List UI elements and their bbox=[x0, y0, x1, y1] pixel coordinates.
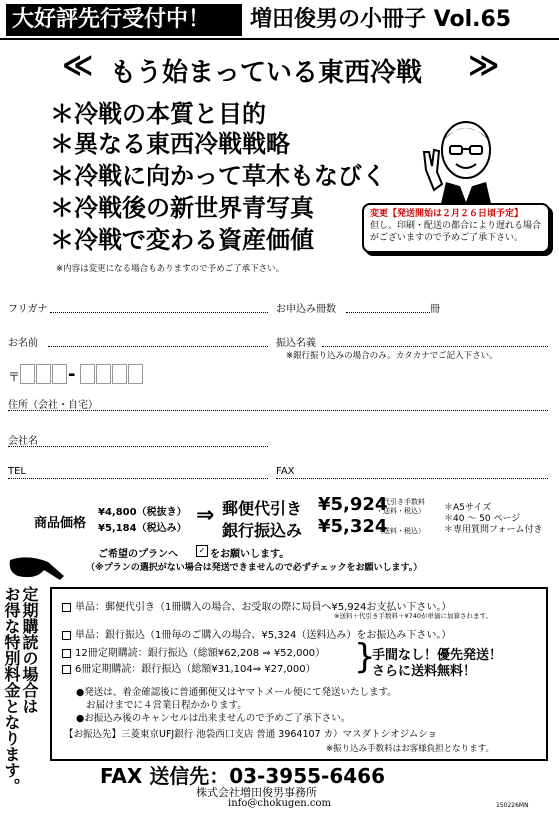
postal-box-2[interactable] bbox=[36, 364, 51, 384]
name-field[interactable] bbox=[48, 346, 268, 347]
note-1b: お届けまでに４営業日程かかります。 bbox=[86, 700, 247, 711]
note-2: ●お振込み後のキャンセルは出来ませんので予めご了承下さい。 bbox=[76, 713, 351, 724]
content-note: ※内容は変更になる場合もありますので予めご了承下さい。 bbox=[56, 264, 285, 274]
bank-label: 銀行振込み bbox=[222, 521, 303, 540]
order-count-label: お申込み冊数 bbox=[276, 304, 336, 315]
postal-box-1[interactable] bbox=[20, 364, 35, 384]
name-label: お名前 bbox=[8, 338, 38, 349]
transfer-name-label: 振込名義 bbox=[276, 338, 316, 349]
plan-bank-label: 単品：銀行振込（1冊毎のご購入の場合、¥5,324（送料込み）をお振込み下さい。） bbox=[75, 630, 452, 641]
plan-cod-checkbox[interactable] bbox=[62, 603, 71, 612]
note-1: ●発送は、着金確認後に普通郵便又はヤマトメール便にて発送いたします。 bbox=[76, 687, 397, 698]
furigana-label: フリガナ bbox=[8, 304, 48, 315]
bullet-5: ＊冷戦で変わる資産価値 bbox=[50, 226, 314, 254]
header-rule bbox=[0, 38, 559, 40]
price-label: 商品価格 bbox=[34, 516, 87, 531]
transfer-name-field[interactable] bbox=[322, 346, 548, 347]
author-caricature-icon bbox=[420, 112, 512, 208]
bullet-1: ＊冷戦の本質と目的 bbox=[50, 100, 266, 128]
company-field[interactable] bbox=[8, 446, 268, 447]
plan-prompt-2: （※プランの選択がない場合は発送できませんので必ずチェックをお願いします。） bbox=[86, 563, 423, 573]
schedule-notice bbox=[362, 203, 550, 253]
header-title: 増田俊男の小冊子 Vol.65 bbox=[250, 7, 512, 32]
order-unit: 冊 bbox=[430, 304, 440, 315]
postal-box-3[interactable] bbox=[52, 364, 67, 384]
brace-text-1: 手間なし！優先発送！ bbox=[372, 648, 503, 663]
fax-destination: FAX 送信先：03-3955-6466 bbox=[100, 764, 385, 788]
address-label: 住所（会社・自宅） bbox=[8, 400, 98, 411]
cod-label: 郵便代引き bbox=[222, 499, 303, 518]
fax-field[interactable] bbox=[276, 478, 548, 479]
plan-sub12-label: 12冊定期購読：銀行振込（総額¥62,208 ⇒ ¥52,000） bbox=[75, 648, 326, 659]
contact-email: info@chokugen.com bbox=[228, 798, 331, 809]
postal-box-6[interactable] bbox=[112, 364, 127, 384]
postal-box-5[interactable] bbox=[96, 364, 111, 384]
tel-field[interactable] bbox=[8, 478, 268, 479]
notice-title: 変更【発送開始は２月２６日頃予定】 bbox=[370, 209, 524, 219]
plan-prompt-1b: をお願いします。 bbox=[210, 549, 290, 560]
postal-dash: - bbox=[68, 364, 76, 385]
cod-note-2: ・送料・税込） bbox=[376, 507, 425, 515]
address-field[interactable] bbox=[8, 410, 548, 411]
plan-sub6-label: 6冊定期購読：銀行振込（総額¥31,104⇒ ¥27,000） bbox=[75, 664, 316, 675]
company-label: 会社名 bbox=[8, 436, 38, 447]
plan-sub6-row[interactable] bbox=[62, 660, 316, 675]
spec-1: ＊A5サイズ bbox=[444, 503, 492, 513]
side-text-2: お得な特別料金となります。 bbox=[2, 586, 21, 794]
transfer-note: ※銀行振り込みの場合のみ。カタカナでご記入下さい。 bbox=[286, 351, 498, 361]
spec-3: ＊専用質問フォーム付き bbox=[444, 525, 543, 535]
bank-price: ¥5,324 bbox=[318, 516, 388, 537]
spec-2: ＊40 ～ 50 ページ bbox=[444, 514, 521, 524]
checkbox-sample-icon: ✓ bbox=[196, 545, 208, 557]
header-badge: 大好評先行受付中！ bbox=[6, 4, 242, 36]
fax-label: FAX bbox=[276, 466, 295, 477]
fee-note: ※振り込み手数料はお客様負担となります。 bbox=[326, 744, 494, 754]
arrow-icon: ⇒ bbox=[196, 503, 215, 528]
order-count-field[interactable] bbox=[346, 312, 430, 313]
postal-mark: 〒 bbox=[8, 370, 21, 384]
bullet-4: ＊冷戦後の新世界青写真 bbox=[50, 194, 314, 222]
plan-cod-label: 単品：郵便代引き（1冊購入の場合、お受取の際に局員へ¥5,924お支払い下さい。） bbox=[75, 602, 452, 613]
tel-label: TEL bbox=[8, 466, 26, 477]
plan-cod-note: ※送料＋代引き手数料＋¥740が単価に加算されます。 bbox=[334, 612, 492, 620]
price-in-tax: ¥5,184（税込み） bbox=[98, 523, 187, 534]
bank-info: 【お振込先】三菱東京UFJ銀行 池袋西口支店 普通 3964107 カ）マスダトシオジムショ bbox=[64, 729, 438, 740]
bullet-3: ＊冷戦に向かって草木もなびく bbox=[50, 162, 386, 190]
plan-prompt-1a: ご希望のプランへ bbox=[98, 549, 178, 560]
plan-sub12-checkbox[interactable] bbox=[62, 649, 71, 658]
brace-text-2: さらに送料無料！ bbox=[372, 664, 477, 679]
postal-box-7[interactable] bbox=[128, 364, 143, 384]
left-guillemet-icon: ≪ bbox=[62, 48, 94, 83]
price-ex-tax: ¥4,800（税抜き） bbox=[98, 507, 187, 518]
plan-sub6-checkbox[interactable] bbox=[62, 665, 71, 674]
furigana-field[interactable] bbox=[50, 312, 268, 313]
notice-body: 但し、印刷・配送の都合により遅れる場合がございますので予めご了承下さい。 bbox=[370, 221, 542, 243]
document-code: 150226MN bbox=[496, 802, 529, 809]
bank-note: （送料・税込） bbox=[376, 527, 425, 535]
pointing-hand-icon bbox=[8, 550, 66, 584]
cod-note-1: （代引き手数料 bbox=[376, 498, 425, 506]
bullet-2: ＊異なる東西冷戦戦略 bbox=[50, 130, 290, 158]
plan-sub12-row[interactable] bbox=[62, 644, 325, 659]
postal-box-4[interactable] bbox=[80, 364, 95, 384]
right-guillemet-icon: ≫ bbox=[468, 48, 500, 83]
company-name: 株式会社増田俊男事務所 bbox=[196, 786, 317, 799]
brace-icon: } bbox=[354, 637, 376, 677]
plan-bank-row[interactable] bbox=[62, 626, 451, 641]
side-text-1: 定期購読の場合は bbox=[20, 586, 39, 714]
subtitle: もう始まっている東西冷戦 bbox=[110, 58, 423, 88]
cod-price: ¥5,924 bbox=[318, 494, 388, 515]
plan-bank-checkbox[interactable] bbox=[62, 631, 71, 640]
